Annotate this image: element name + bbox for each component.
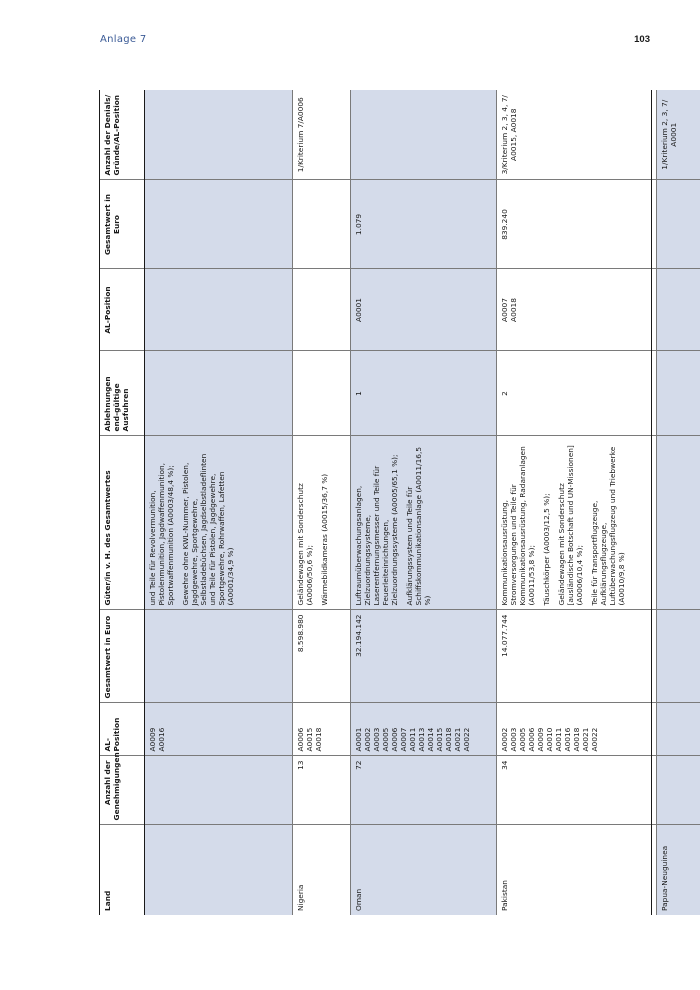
cell-ablehnungen <box>144 351 292 436</box>
cell-land: Pakistan <box>496 825 656 915</box>
gueter-entry: und Teile für Revolvermunition, Pistolenmunition, Jagdwaffenmunition, Sportwaffenmunition (A0003/48,4 %); <box>147 463 175 606</box>
cell-al-position-2 <box>144 269 292 351</box>
export-license-table <box>100 90 700 915</box>
table-row <box>496 90 656 915</box>
cell-gueter <box>144 436 292 610</box>
col-header-land: Land <box>100 825 144 915</box>
cell-al-position: A0006 A0015 A0018 <box>292 703 350 756</box>
cell-al-position-2: A0001 <box>350 269 496 351</box>
page-header-label: Anlage 7 <box>100 34 147 45</box>
col-header-gesamtwert: Gesamtwert in Euro <box>100 610 144 703</box>
cell-ablehnungen <box>292 351 350 436</box>
table-bottom-rule <box>651 90 652 915</box>
cell-ablehnungen: 2 <box>496 351 656 436</box>
cell-al-position: A0001 A0002 A0003 A0005 A0006 A0007 A0011 A0013 A0014 A0015 A0018 A0021 A0022 <box>350 703 496 756</box>
cell-gesamtwert-2 <box>656 180 700 269</box>
col-header-genehmigungen: Anzahl der Genehmigungen <box>100 756 144 825</box>
table-top-rule <box>99 90 100 915</box>
cell-gesamtwert <box>144 610 292 703</box>
cell-land <box>144 825 292 915</box>
col-header-al-position-2: AL-Position <box>100 269 144 351</box>
gueter-entry: Geländewagen mit Sonderschutz (A0006/50,6 %); <box>295 483 314 606</box>
cell-gueter <box>292 436 350 610</box>
table-row <box>350 90 496 915</box>
cell-land: Oman <box>350 825 496 915</box>
cell-denials <box>350 90 496 180</box>
cell-al-position-2 <box>292 269 350 351</box>
table-header-row <box>100 90 144 915</box>
cell-genehmigungen <box>144 756 292 825</box>
cell-genehmigungen <box>656 756 700 825</box>
cell-denials: 3/Kriterium 2, 3, 4, 7/ A0015, A0018 <box>496 90 656 180</box>
cell-gesamtwert-2 <box>292 180 350 269</box>
table-row <box>144 90 292 915</box>
cell-gesamtwert: 8.598.980 <box>292 610 350 703</box>
table-row <box>292 90 350 915</box>
gueter-entry: Täuschkörper (A0003/12,5 %); <box>541 493 551 606</box>
cell-al-position-2: A0007 A0018 <box>496 269 656 351</box>
col-header-gueter: Güter/in v. H. des Gesamtwertes <box>100 436 144 610</box>
cell-al-position: A0009 A0016 <box>144 703 292 756</box>
cell-denials: 1/Kriterium 2, 3, 7/ A0001 <box>656 90 700 180</box>
gueter-entry: Wärmebildkameras (A0015/36,7 %) <box>319 473 329 606</box>
gueter-entry: Geländewagen mit Sonderschutz [ausländische Botschaft und UN-Missionen] (A0006/10,4 %); <box>556 445 584 606</box>
cell-denials <box>144 90 292 180</box>
cell-gueter <box>496 436 656 610</box>
rotated-table-container <box>100 90 678 915</box>
table-row <box>656 90 700 915</box>
gueter-entry: Gewehre ohne KWL-Nummer, Pistolen, Jagdgewehre, Sportgewehre, Selbstladebüchsen, Jagdselbstladeflinten und Teile für Pistolen, Jagdgewehre, Sportgewehre, Rohrwaffen, Lafetten (A0001/34,9 %) <box>180 453 235 606</box>
cell-gesamtwert-2: 839.240 <box>496 180 656 269</box>
cell-genehmigungen: 72 <box>350 756 496 825</box>
cell-gueter <box>656 436 700 610</box>
cell-gesamtwert <box>656 610 700 703</box>
cell-land: Nigeria <box>292 825 350 915</box>
col-header-al-position: AL-Position <box>100 703 144 756</box>
cell-genehmigungen: 13 <box>292 756 350 825</box>
gueter-entry: Kommunikationsausrüstung, Stromversorgungen und Teile für Kommunikationsausrüstung, Radaranlagen (A0011/53,8 %); <box>499 446 536 606</box>
cell-denials: 1/Kriterium 7/A0006 <box>292 90 350 180</box>
cell-genehmigungen: 34 <box>496 756 656 825</box>
cell-al-position: A0002 A0003 A0005 A0006 A0009 A0010 A0011 A0016 A0018 A0021 A0022 <box>496 703 656 756</box>
cell-gesamtwert-2: 1.079 <box>350 180 496 269</box>
cell-gesamtwert-2 <box>144 180 292 269</box>
gueter-entry: Teile für Transportflugzeuge, Aufklärungsflugzeuge, Luftüberwachungsflugzeug und Triebwerke (A0010/9,8 %) <box>589 446 626 606</box>
col-header-ablehnungen: Ablehnungen end-gültige Ausfuhren <box>100 351 144 436</box>
cell-land: Papua-Neuguinea <box>656 825 700 915</box>
cell-al-position <box>656 703 700 756</box>
col-header-denials: Anzahl der Denials/ Gründe/AL-Position <box>100 90 144 180</box>
cell-gueter <box>350 436 496 610</box>
cell-ablehnungen: 1 <box>350 351 496 436</box>
cell-al-position-2 <box>656 269 700 351</box>
cell-gesamtwert: 32.194.142 <box>350 610 496 703</box>
col-header-gesamtwert-2: Gesamtwert in Euro <box>100 180 144 269</box>
page-number: 103 <box>634 34 650 45</box>
cell-ablehnungen <box>656 351 700 436</box>
gueter-entry: Aufklärungssystem und Teile für Schiffskommunikationsanlage (A0011/16,5 %) <box>404 446 432 606</box>
cell-gesamtwert: 14.077.744 <box>496 610 656 703</box>
gueter-entry: Luftraumüberwachungsanlagen, Zielzuordnungssysteme, Laserentfernungsmesser und Teile für Feuerleiteinrichtungen, Zielzuordnungssysteme (A0005/65,1 %); <box>353 454 399 606</box>
